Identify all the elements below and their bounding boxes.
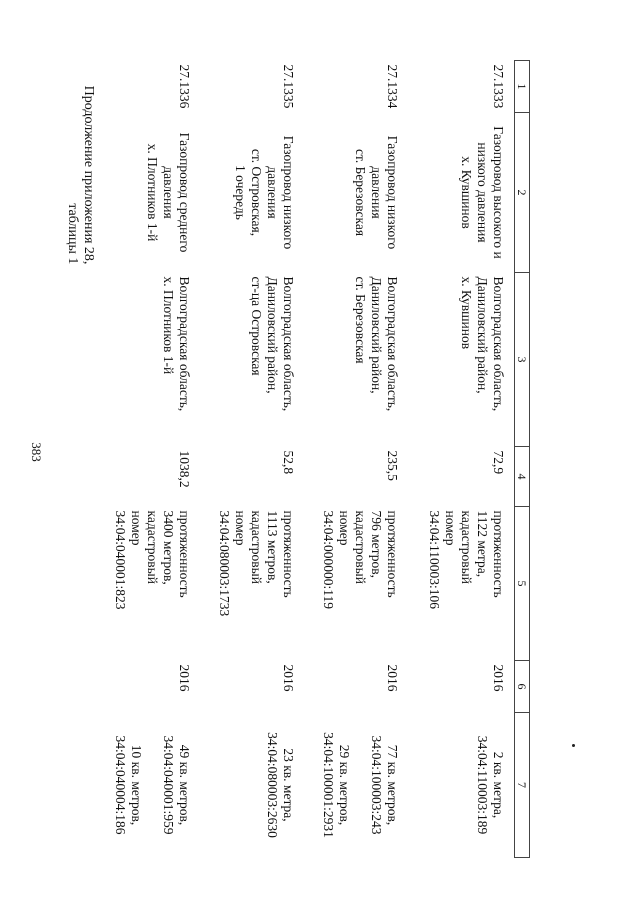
header-col-6: 6 <box>515 661 530 713</box>
stray-mark <box>572 744 575 747</box>
characteristics-cell <box>305 507 409 661</box>
address-line: Волгоградская область, <box>177 276 193 412</box>
name-line: низкого давления <box>475 142 490 243</box>
characteristics-line: протяженность <box>281 510 297 598</box>
address-line: х. Плотников 1-й <box>161 276 177 375</box>
characteristics-cell <box>409 507 515 661</box>
value-cell: 1038,2 <box>177 450 193 488</box>
name-line: х. Плотников 1-й <box>145 143 161 242</box>
address-line: Даниловский район, <box>369 276 385 394</box>
rotated-table-container <box>113 60 530 857</box>
value-cell: 72,9 <box>491 450 506 475</box>
name-line: Газопровод высокого и <box>491 126 506 259</box>
name-line: давления <box>265 166 281 219</box>
address-cell <box>101 273 201 447</box>
table-row <box>409 61 515 858</box>
row-id-cell: 27.1336 <box>177 64 193 109</box>
characteristics-cell <box>101 507 201 661</box>
characteristics-line: номер <box>233 510 249 546</box>
characteristics-line: кадастровый <box>459 510 474 584</box>
characteristics-line: 34:04:110003:106 <box>427 510 442 610</box>
name-line: ст. Островская, <box>249 148 265 237</box>
characteristics-line: протяженность <box>385 510 401 598</box>
year-cell: 2016 <box>177 664 193 692</box>
header-row <box>515 61 530 858</box>
table-row <box>101 61 201 858</box>
characteristics-line: кадастровый <box>145 510 161 584</box>
name-line: давления <box>161 166 177 219</box>
address-line: Волгоградская область, <box>491 276 506 412</box>
header-col-3: 3 <box>515 273 530 447</box>
value-cell: 235,5 <box>385 450 401 481</box>
name-line: х. Кувшинов <box>459 156 474 229</box>
row-id-cell: 27.1334 <box>385 64 401 109</box>
table-row <box>305 61 409 858</box>
continuation-line-2: таблицы 1 <box>65 203 80 265</box>
land-line: 34:04:110003:189 <box>475 735 490 835</box>
characteristics-line: номер <box>129 510 145 546</box>
land-line: 23 кв. метра, <box>281 748 297 822</box>
continuation-line-1: Продолжение приложения 28, <box>81 85 96 265</box>
name-line: Газопровод низкого <box>281 135 297 250</box>
land-line: 34:04:040001:959 <box>161 735 177 835</box>
object-name-cell <box>201 113 305 273</box>
characteristics-line: 34:04:040001:823 <box>113 510 129 610</box>
land-line: 34:04:100001:2931 <box>321 732 337 838</box>
land-line: 2 кв. метра, <box>491 751 506 819</box>
continuation-note <box>64 86 96 265</box>
characteristics-line: протяженность <box>491 510 506 598</box>
characteristics-cell <box>201 507 305 661</box>
address-cell <box>305 273 409 447</box>
header-col-1: 1 <box>515 61 530 113</box>
land-line: 10 кв. метров, <box>129 744 145 826</box>
address-line: Даниловский район, <box>475 276 490 394</box>
characteristics-line: 34:04:000000:119 <box>321 510 337 610</box>
address-line: ст-ца Островская <box>249 276 265 376</box>
land-line: 34:04:080003:2630 <box>265 732 281 838</box>
year-cell: 2016 <box>385 664 401 692</box>
characteristics-line: протяженность <box>177 510 193 598</box>
characteristics-line: 34:04:080003:1733 <box>217 510 233 617</box>
page-number: 383 <box>29 442 44 462</box>
object-name-cell <box>101 113 201 273</box>
header-col-7: 7 <box>515 713 530 858</box>
address-line: Волгоградская область, <box>281 276 297 412</box>
characteristics-line: 1122 метра, <box>475 510 490 578</box>
land-cell <box>409 713 515 858</box>
land-line: 29 кв. метров, <box>337 744 353 826</box>
address-line: Волгоградская область, <box>385 276 401 412</box>
name-line: 1 очередь <box>233 165 249 220</box>
row-id-cell: 27.1335 <box>281 64 297 109</box>
characteristics-line: номер <box>443 510 458 546</box>
value-cell: 52,8 <box>281 450 297 475</box>
characteristics-line: номер <box>337 510 353 546</box>
header-col-4: 4 <box>515 447 530 507</box>
land-line: 77 кв. метров, <box>385 744 401 826</box>
land-line <box>353 717 369 854</box>
property-table <box>101 60 531 858</box>
header-col-5: 5 <box>515 507 530 661</box>
characteristics-line: 3400 метров, <box>161 510 177 585</box>
name-line: Газопровод низкого <box>385 135 401 250</box>
address-line: х. Кувшинов <box>459 276 474 350</box>
header-col-2: 2 <box>515 113 530 273</box>
year-cell: 2016 <box>491 664 506 692</box>
name-line: давления <box>369 166 385 219</box>
characteristics-line: кадастровый <box>353 510 369 584</box>
characteristics-line: 1113 метров, <box>265 510 281 584</box>
name-line: Газопровод среднего <box>177 132 193 253</box>
object-name-cell <box>305 113 409 273</box>
characteristics-line: 796 метров, <box>369 510 385 578</box>
address-cell <box>409 273 515 447</box>
characteristics-line: кадастровый <box>249 510 265 584</box>
address-line: Даниловский район, <box>265 276 281 394</box>
land-cell <box>305 713 409 858</box>
land-cell <box>101 713 201 858</box>
land-line: 34:04:040004:186 <box>113 735 129 835</box>
land-line: 49 кв. метров, <box>177 744 193 826</box>
land-line: 34:04:100003:243 <box>369 735 385 835</box>
table-body <box>101 61 515 858</box>
land-cell <box>201 713 305 858</box>
address-line: ст. Березовская <box>353 276 369 364</box>
object-name-cell <box>409 113 515 273</box>
name-line: ст. Березовская <box>353 148 369 237</box>
address-cell <box>201 273 305 447</box>
land-line <box>145 717 161 854</box>
row-id-cell: 27.1333 <box>491 64 506 109</box>
year-cell: 2016 <box>281 664 297 692</box>
table-row <box>201 61 305 858</box>
